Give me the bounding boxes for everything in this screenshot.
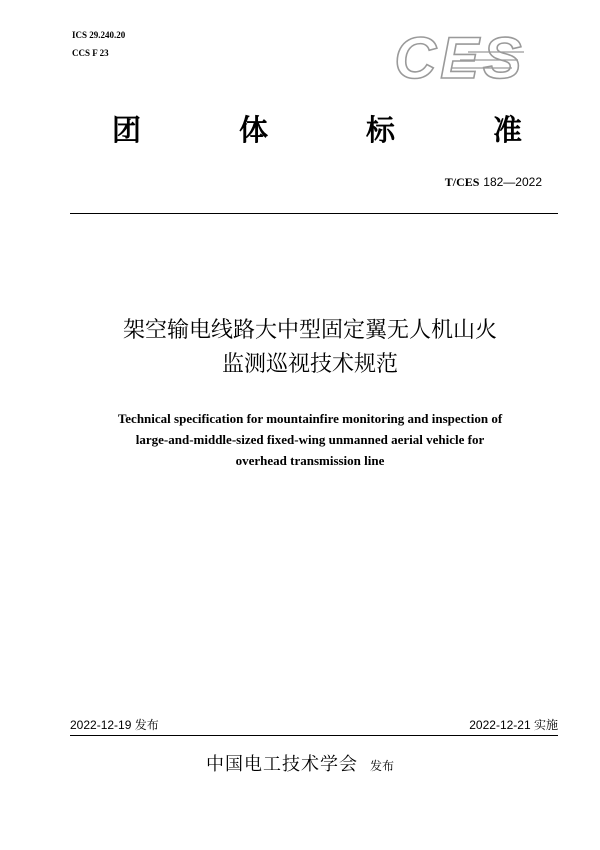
standard-code-number: 182—2022 [483,175,542,189]
chinese-title-line: 架空输电线路大中型固定翼无人机山火 [122,318,497,343]
top-divider [70,213,558,214]
publish-date [70,716,159,733]
publish-date-value: 2022-12-19 [70,718,132,732]
english-title-line: large-and-middle-sized fixed-wing unmanned aerial vehicle for [135,432,485,447]
standard-type-char: 准 [492,113,522,147]
implement-date-label: 实施 [533,718,558,732]
publisher-org: 中国电工技术学会 [205,754,358,775]
standard-type-heading [112,108,522,148]
standard-type-char: 标 [365,113,395,147]
date-row [70,716,558,732]
ics-code: ICS 29.240.20 [72,30,126,40]
ces-logo [390,30,530,86]
publisher-label: 发布 [369,759,394,773]
implement-date [469,716,558,733]
english-title-line: overhead transmission line [235,453,385,468]
chinese-title-line: 监测巡视技术规范 [221,352,398,377]
english-title-line: Technical specification for mountainfire monitoring and inspection of [117,411,503,426]
bottom-divider [70,735,558,736]
standard-code-prefix: T/CES [444,175,480,189]
standard-number [445,175,542,190]
ccs-code: CCS F 23 [72,48,109,58]
english-title [40,408,580,471]
publisher [0,750,600,776]
implement-date-value: 2022-12-21 [469,718,531,732]
ces-logo-text: CES [394,30,526,86]
standard-type-char: 体 [238,113,268,147]
classification-codes [72,26,125,62]
publish-date-label: 发布 [134,718,159,732]
standard-type-char: 团 [112,113,142,147]
chinese-title [40,314,580,382]
